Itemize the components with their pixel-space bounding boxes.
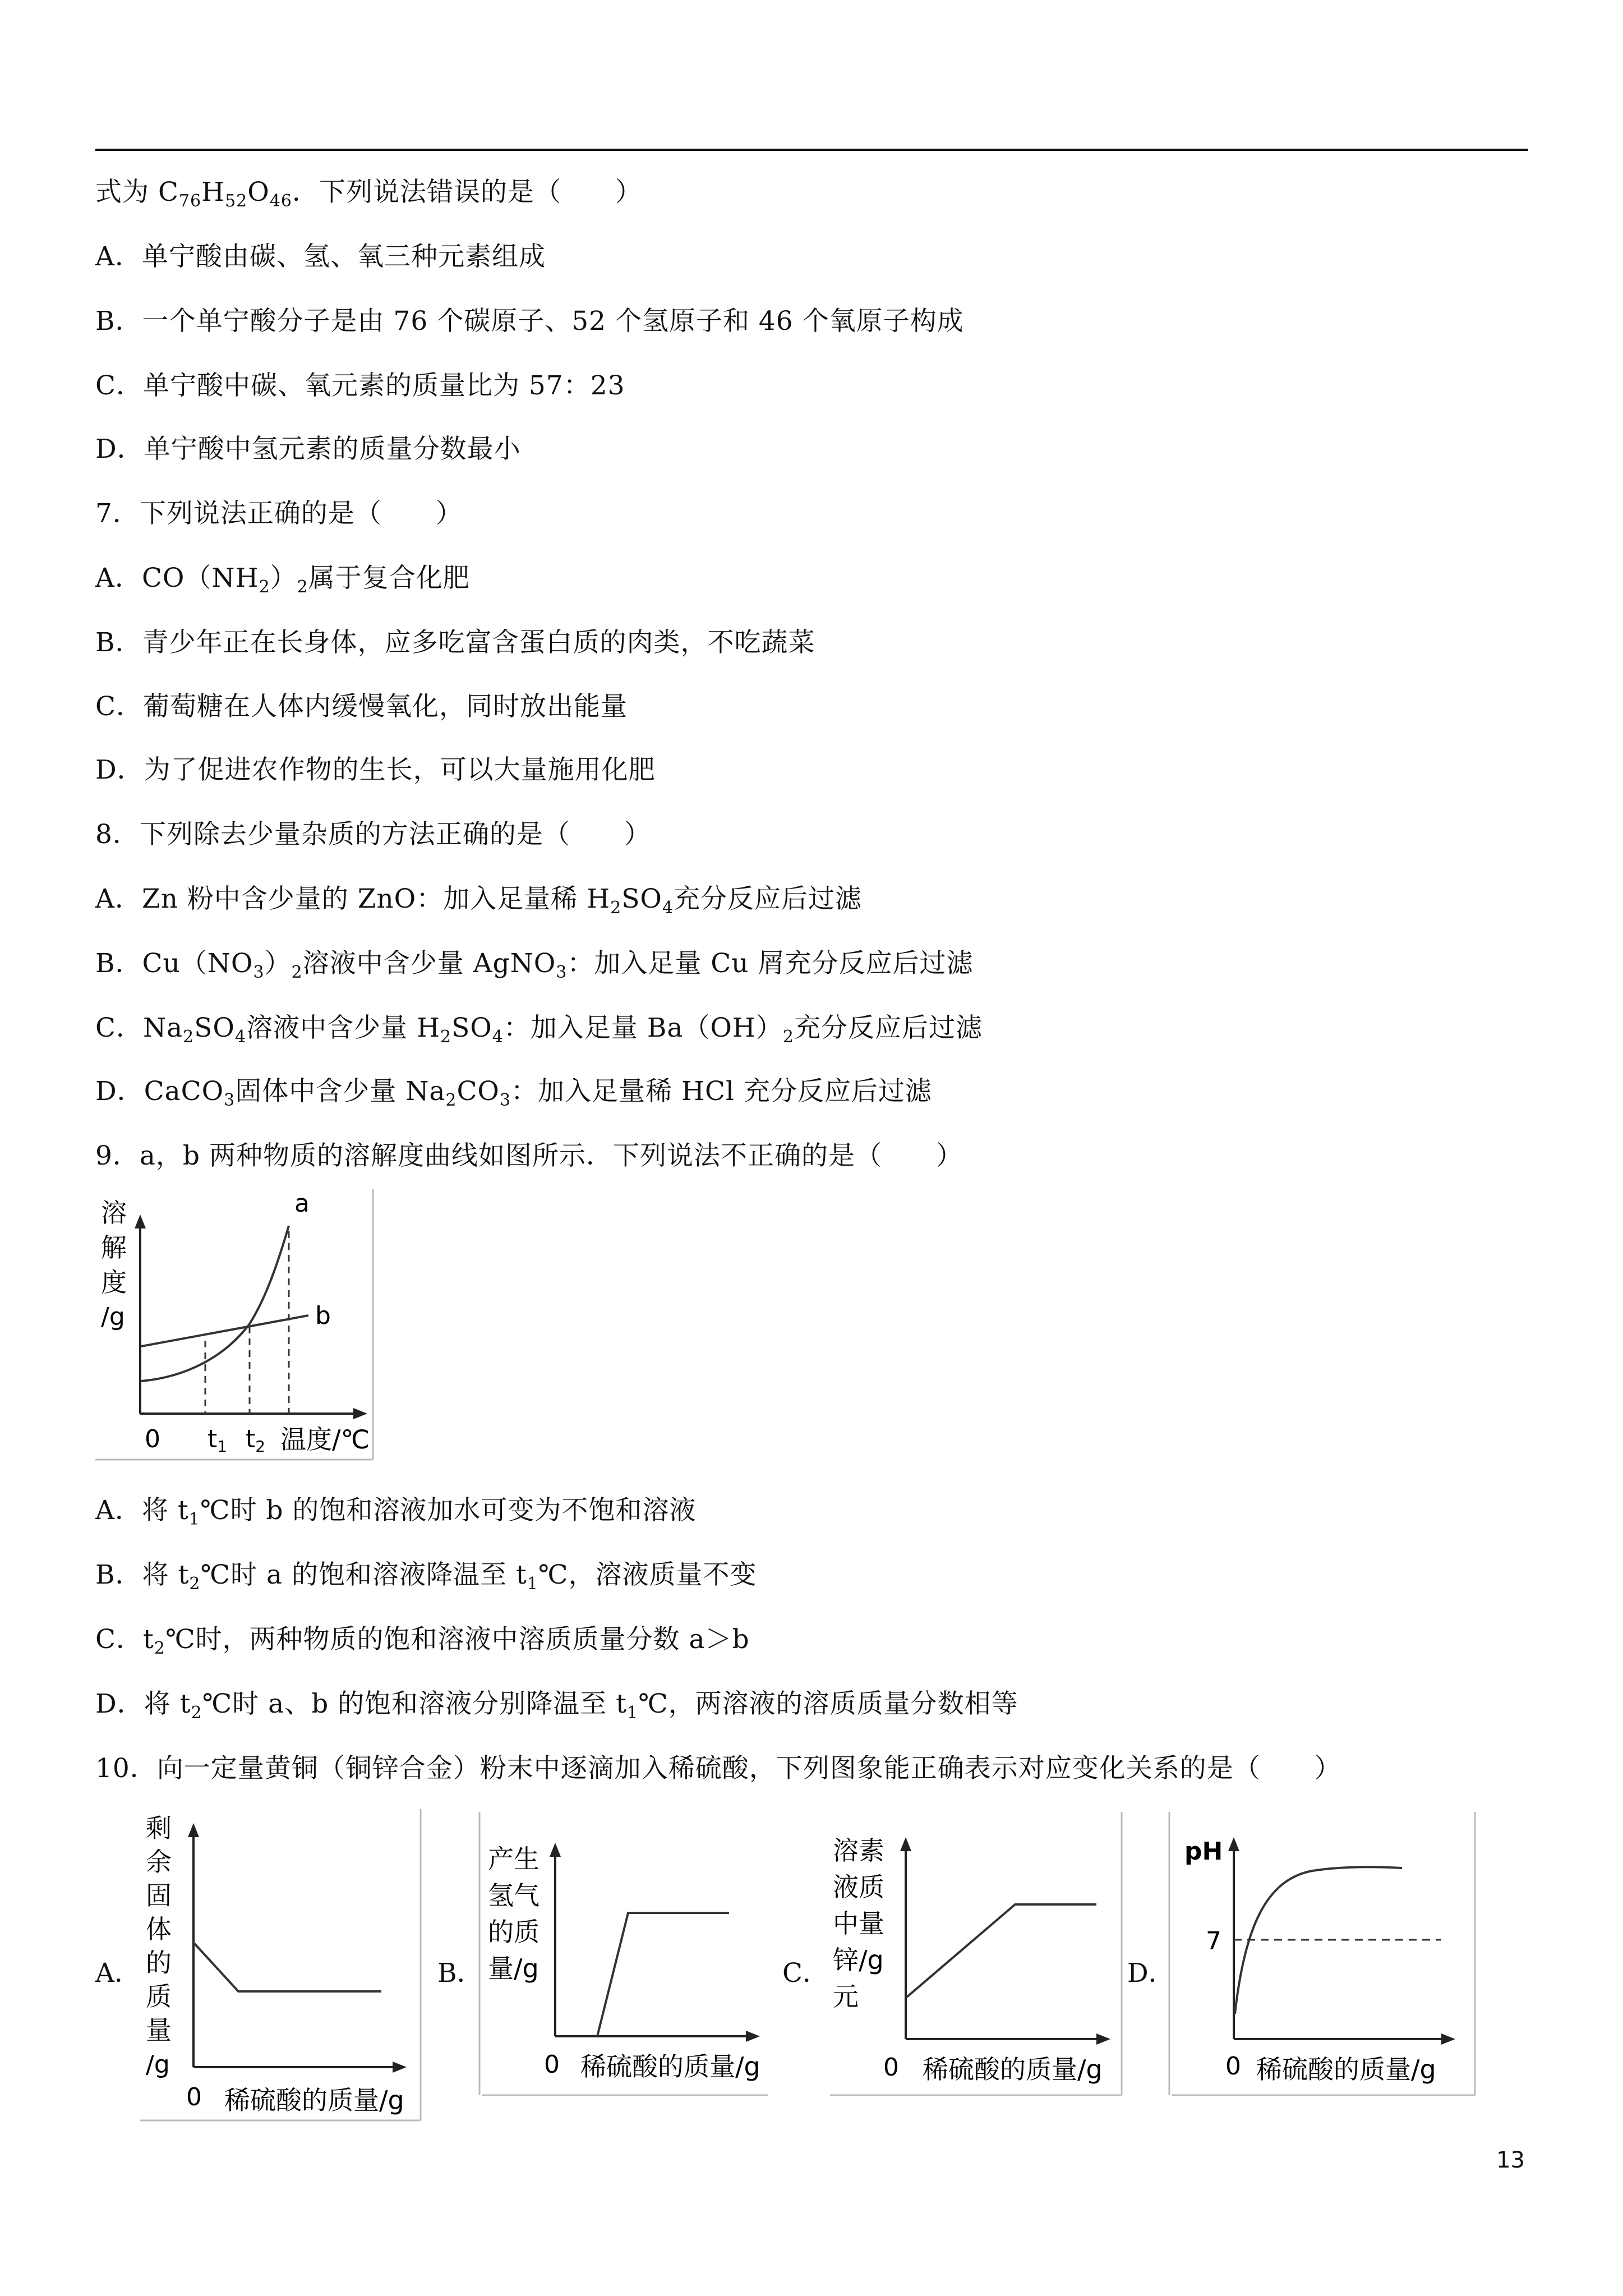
curve-a-label: a	[294, 1189, 310, 1218]
q9-option-a: A．将 $t_1℃$时 b 的饱和溶液加水可变为不饱和溶液	[95, 1495, 697, 1529]
q10a-ylabel-2: 余	[146, 1847, 172, 1877]
q10-stem: 10．向一定量黄铜（铜锌合金）粉末中逐滴加入稀硫酸，下列图象能正确表示对应变化关系的是（ ）	[95, 1753, 1341, 1784]
q6-option-b: B．一个单宁酸分子是由 76 个碳原子、52 个氢原子和 46 个氧原子构成	[95, 306, 964, 337]
q10c-xlabel: 稀硫酸的质量/g	[923, 2054, 1103, 2085]
q8-stem: 8．下列除去少量杂质的方法正确的是（ ）	[95, 819, 651, 850]
q10a-xlabel: 稀硫酸的质量/g	[224, 2085, 404, 2115]
q7-option-c: C．葡萄糖在人体内缓慢氧化，同时放出能量	[95, 691, 628, 722]
q10a-ylabel-8: /g	[146, 2050, 170, 2079]
q6-option-d: D．单宁酸中氢元素的质量分数最小	[95, 434, 521, 464]
q10d-xlabel: 稀硫酸的质量/g	[1256, 2054, 1436, 2085]
curve-b-label: b	[315, 1301, 331, 1330]
q10-option-a-label: A．	[95, 1958, 141, 1989]
q7-option-b: B．青少年正在长身体，应多吃富含蛋白质的肉类，不吃蔬菜	[95, 627, 815, 658]
q10-graph-d	[1166, 1812, 1481, 2104]
q10-graph-a	[135, 1809, 426, 2129]
q7-option-d: D．为了促进农作物的生长，可以大量施用化肥	[95, 754, 656, 785]
q10a-ylabel-5: 的	[146, 1948, 172, 1978]
solubility-curve-figure	[95, 1189, 387, 1470]
q10d-ylabel: pH	[1184, 1837, 1223, 1866]
q9-origin-label: 0	[145, 1425, 160, 1453]
q8-option-c: C．$Na_2SO_4$溶液中含少量 $H_2SO_4$：加入足量 $Ba(OH)_2$充分反应后过滤	[95, 1013, 983, 1047]
q10a-ylabel-3: 固	[146, 1880, 172, 1911]
q10d-ref-7: 7	[1206, 1927, 1221, 1955]
q10a-ylabel-1: 剩	[146, 1813, 172, 1843]
q10c-ylabel-3: 中量	[833, 1908, 884, 1939]
q9-option-d: D．将 $t_2℃$时 a、b 的饱和溶液分别降温至 $t_1℃$，两溶液的溶质质量分数相等	[95, 1688, 1018, 1723]
q9-option-b: B．将 $t_2℃$时 a 的饱和溶液降温至 $t_1℃$，溶液质量不变	[95, 1559, 757, 1594]
q10c-origin: 0	[883, 2053, 899, 2082]
q10-option-c-label: C．	[782, 1958, 829, 1989]
q9-ylabel-3: 度	[101, 1267, 127, 1297]
q10a-ylabel-7: 量	[146, 2015, 172, 2045]
q8-option-a: A．Zn 粉中含少量的 ZnO：加入足量稀 $H_2SO_4$充分反应后过滤	[95, 884, 863, 918]
q9-ylabel-1: 溶	[101, 1198, 127, 1228]
q10a-ylabel-4: 体	[146, 1914, 172, 1944]
q7-option-a: A．$CO(NH_2)_2$属于复合化肥	[95, 563, 470, 597]
q10b-xlabel: 稀硫酸的质量/g	[580, 2051, 760, 2082]
q6-option-a: A．单宁酸由碳、氢、氧三种元素组成	[95, 241, 546, 272]
q10-option-d-label: D．	[1127, 1958, 1175, 1989]
q10-graph-b	[477, 1812, 774, 2104]
q6-stem: 式为 $C_{76}H_{52}O_{46}$．下列说法错误的是（ ）	[95, 177, 643, 211]
q9-option-c: C．$t_2℃$时，两种物质的饱和溶液中溶质质量分数 a＞b	[95, 1624, 750, 1658]
header-rule	[95, 149, 1528, 151]
q9-ylabel-4: /g	[101, 1303, 125, 1331]
q10b-ylabel-3: 的质	[488, 1917, 540, 1947]
q9-stem: 9．a，b 两种物质的溶解度曲线如图所示．下列说法不正确的是（ ）	[95, 1140, 963, 1171]
q8-option-d: D．CaCO$_3$固体中含少量 $Na_2CO_3$：加入足量稀 HCl 充分反应后过滤	[95, 1076, 932, 1110]
q10c-ylabel-2: 液质	[833, 1872, 884, 1902]
q10a-origin: 0	[186, 2083, 202, 2111]
t1-label: t1	[208, 1425, 228, 1456]
q10-option-b-label: B．	[437, 1958, 483, 1989]
q6-option-c: C．单宁酸中碳、氧元素的质量比为 57：23	[95, 370, 625, 401]
q9-ylabel-2: 解	[101, 1232, 127, 1263]
q10c-ylabel-1: 溶素	[833, 1835, 884, 1866]
q10-graph-c	[824, 1812, 1127, 2104]
q10b-origin: 0	[544, 2050, 560, 2079]
q10c-ylabel-4: 锌/g	[833, 1945, 884, 1975]
q10b-ylabel-4: 量/g	[488, 1953, 539, 1984]
page-number: 13	[1496, 2147, 1525, 2173]
q10a-ylabel-6: 质	[146, 1981, 172, 2012]
q9-xlabel: 温度/℃	[280, 1424, 370, 1455]
q10b-ylabel-1: 产生	[488, 1844, 540, 1874]
t2-label: t2	[246, 1425, 266, 1456]
q10b-ylabel-2: 氢气	[488, 1880, 540, 1911]
q10c-ylabel-5: 元	[833, 1981, 859, 2012]
q10d-origin: 0	[1225, 2052, 1241, 2081]
q7-stem: 7．下列说法正确的是（ ）	[95, 498, 463, 529]
q8-option-b: B．$Cu(NO_3)_2$溶液中含少量 AgNO$_3$：加入足量 Cu 屑充分反应后过滤	[95, 948, 974, 982]
